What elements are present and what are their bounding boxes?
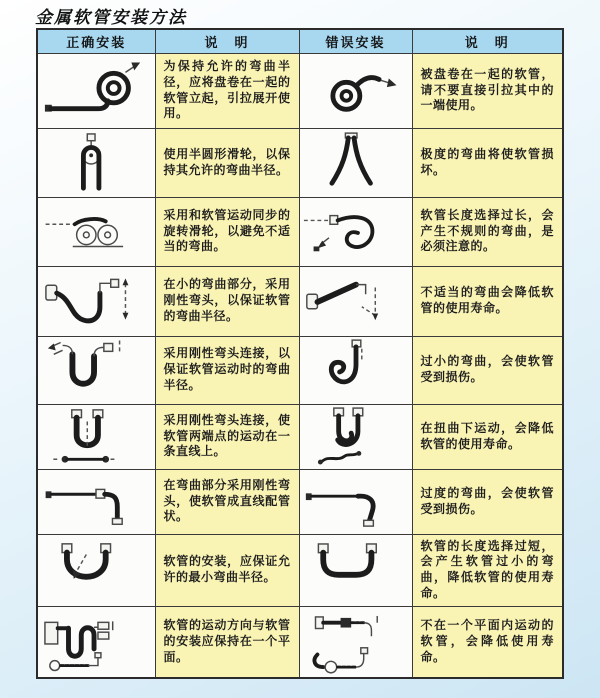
installation-table: [36, 28, 564, 679]
ends-motion-on-line-icon: [41, 406, 151, 468]
correct-desc: 软管的运动方向与软管的安装应保持在一个平面。: [155, 606, 299, 678]
table-row: [37, 197, 563, 266]
excess-length-loop-icon: [302, 201, 410, 263]
wrong-desc: 软管长度选择过长，会产生不规则的弯曲，是必须注意的。: [412, 197, 563, 266]
wrong-desc: 过度的弯曲，会使软管受到损伤。: [412, 469, 563, 534]
overbent-elbow-icon: [302, 471, 410, 533]
rigid-elbow-at-small-bend-icon: [41, 269, 151, 333]
figure-wrong-2: [299, 128, 412, 197]
wrong-desc: 软管的长度选择过短，会产生软管过小的弯曲，降低软管的使用寿命。: [412, 534, 563, 606]
figure-wrong-3: [299, 197, 412, 266]
figure-wrong-9: [299, 606, 412, 678]
figure-wrong-1: [299, 53, 412, 128]
too-small-bend-hook-icon: [302, 339, 410, 401]
improper-bend-icon: [302, 270, 410, 332]
correct-desc: 采用和软管运动同步的旋转滑轮，以避免不适当的弯曲。: [155, 197, 299, 266]
coiled-hose-standing-icon: [41, 59, 151, 123]
rigid-elbow-connection-icon: [41, 338, 151, 402]
coiled-hose-pulled-end-icon: [302, 60, 410, 122]
wrong-desc: 被盘卷在一起的软管，请不要直接引拉其中的一端使用。: [412, 53, 563, 128]
figure-correct-6: [37, 404, 155, 469]
table-row: [37, 53, 563, 128]
extreme-bend-icon: [302, 132, 410, 194]
header-description-2: 说 明: [412, 29, 563, 53]
correct-desc: 软管的安装，应保证允许的最小弯曲半径。: [155, 534, 299, 606]
page-title: 金属软管安装方法: [35, 8, 187, 27]
figure-correct-4: [37, 266, 155, 336]
figure-correct-3: [37, 197, 155, 266]
motion-in-one-plane-icon: [41, 609, 151, 675]
correct-desc: 采用刚性弯头连接，以保证软管运动时的弯曲半径。: [155, 336, 299, 404]
wrong-desc: 不在一个平面内运动的软管，会降低使用寿命。: [412, 606, 563, 678]
wrong-desc: 过小的弯曲，会使软管受到损伤。: [412, 336, 563, 404]
figure-wrong-4: [299, 266, 412, 336]
figure-correct-7: [37, 469, 155, 534]
header-row: [37, 29, 563, 53]
correct-desc: 使用半圆形滑轮，以保持其允许的弯曲半径。: [155, 128, 299, 197]
header-correct-install: 正确安装: [37, 29, 155, 53]
figure-correct-8: [37, 534, 155, 606]
table-row: [37, 606, 563, 678]
minimum-bend-radius-u-icon: [41, 539, 151, 601]
wrong-desc: 在扭曲下运动，会降低软管的使用寿命。: [412, 404, 563, 469]
figure-correct-1: [37, 53, 155, 128]
table-row: [37, 336, 563, 404]
table-row: [37, 404, 563, 469]
correct-desc: 采用刚性弯头连接，使软管两端点的运动在一条直线上。: [155, 404, 299, 469]
header-description-1: 说 明: [155, 29, 299, 53]
figure-wrong-8: [299, 534, 412, 606]
figure-correct-9: [37, 606, 155, 678]
twisted-motion-icon: [302, 406, 410, 468]
correct-desc: 为保持允许的弯曲半径，应将盘卷在一起的软管立起，引拉展开使用。: [155, 53, 299, 128]
semicircular-pulley-icon: [41, 132, 151, 194]
figure-correct-5: [37, 336, 155, 404]
figure-correct-2: [37, 128, 155, 197]
header-wrong-install: 错误安装: [299, 29, 412, 53]
out-of-plane-motion-icon: [302, 609, 410, 675]
wrong-desc: 极度的弯曲将使软管损坏。: [412, 128, 563, 197]
table-row: [37, 128, 563, 197]
correct-desc: 在小的弯曲部分，采用刚性弯头，以保证软管的弯曲半径。: [155, 266, 299, 336]
table-row: [37, 534, 563, 606]
table-row: [37, 266, 563, 336]
table-row: [37, 469, 563, 534]
figure-wrong-5: [299, 336, 412, 404]
wrong-desc: 不适当的弯曲会降低软管的使用寿命。: [412, 266, 563, 336]
too-short-flat-u-icon: [302, 539, 410, 601]
figure-wrong-7: [299, 469, 412, 534]
figure-wrong-6: [299, 404, 412, 469]
correct-desc: 在弯曲部分采用刚性弯头，使软管成直线配管状。: [155, 469, 299, 534]
straight-piping-with-elbow-icon: [41, 471, 151, 533]
synchronized-rotating-pulleys-icon: [41, 201, 151, 263]
